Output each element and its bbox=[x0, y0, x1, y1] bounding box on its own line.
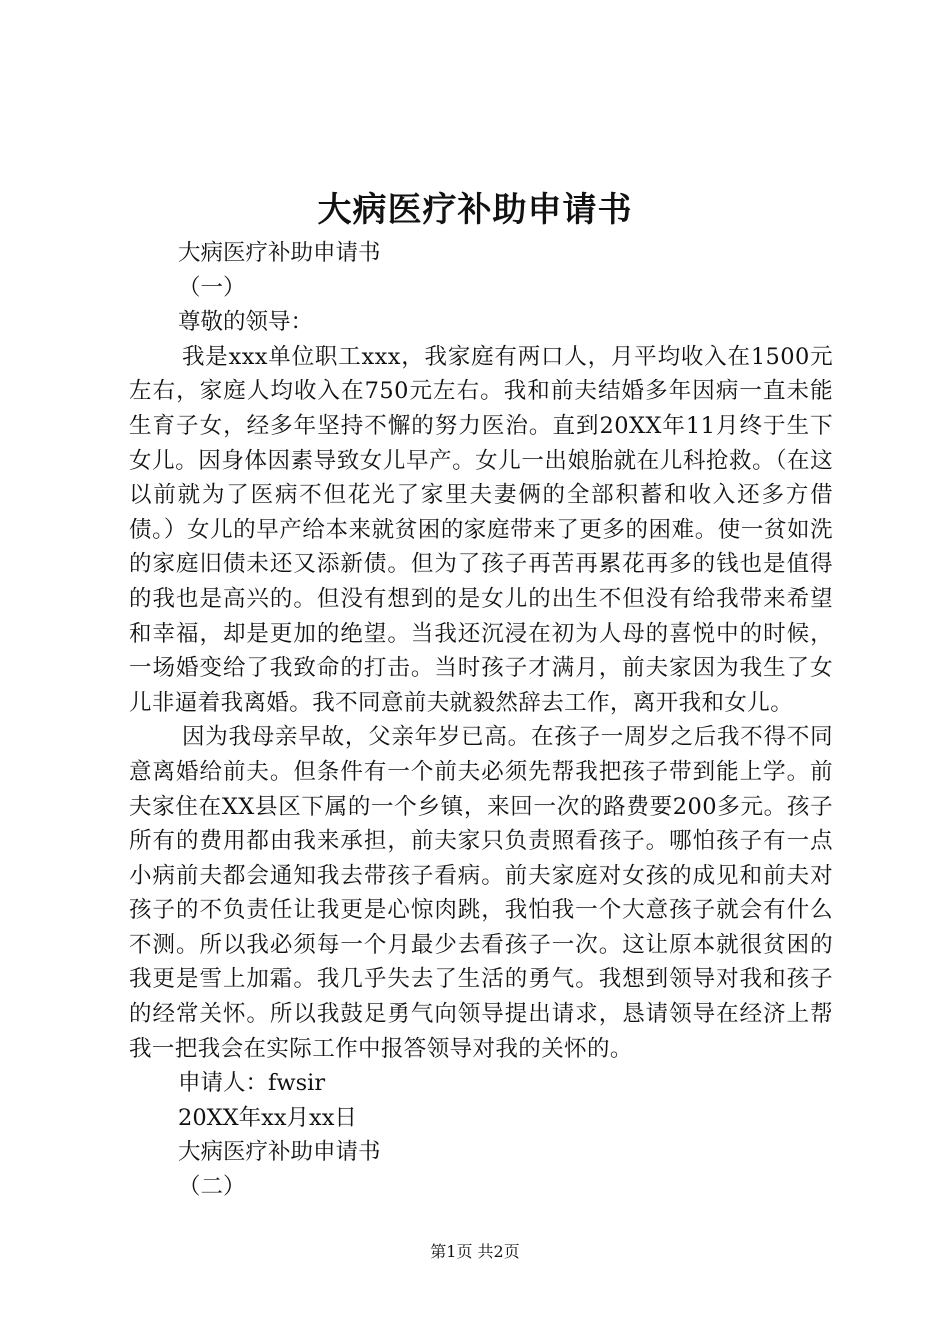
document-body bbox=[129, 236, 833, 1205]
body-paragraph-1: 我是xxx单位职工xxx，我家庭有两口人，月平均收入在1500元左右，家庭人均收入在750元左右。我和前夫结婚多年因病一直未能生育子女，经多年坚持不懈的努力医治。直到20XX年11月终于生下女儿。因身体因素导致女儿早产。女儿一出娘胎就在儿科抢救。（在这以前就为了医病不但花光了家里夫妻俩的全部积蓄和收入还多方借债。）女儿的早产给本来就贫困的家庭带来了更多的困难。使一贫如洗的家庭旧债未还又添新债。但为了孩子再苦再累花再多的钱也是值得的我也是高兴的。但没有想到的是女儿的出生不但没有给我带来希望和幸福，却是更加的绝望。当我还沉浸在初为人母的喜悦中的时候，一场婚变给了我致命的打击。当时孩子才满月，前夫家因为我生了女儿非逼着我离婚。我不同意前夫就毅然辞去工作，离开我和女儿。 bbox=[129, 343, 833, 716]
application-date: 20XX年xx月xx日 bbox=[178, 1104, 357, 1131]
section1-number: （一） bbox=[178, 274, 246, 301]
section1-heading: 大病医疗补助申请书 bbox=[178, 240, 381, 266]
salutation: 尊敬的领导： bbox=[178, 309, 314, 336]
document-title: 大病医疗补助申请书 bbox=[317, 190, 633, 230]
body-paragraph-2: 因为我母亲早故，父亲年岁已高。在孩子一周岁之后我不得不同意离婚给前夫。但条件有一个前夫必须先帮我把孩子带到能上学。前夫家住在XX县区下属的一个乡镇，来回一次的路费要200多元。孩子所有的费用都由我来承担，前夫家只负责照看孩子。哪怕孩子有一点小病前夫都会通知我去带孩子看病。前夫家庭对女孩的成见和前夫对孩子的不负责任让我更是心惊肉跳，我怕我一个大意孩子就会有什么不测。所以我必须每一个月最少去看孩子一次。这让原本就很贫困的我更是雪上加霜。我几乎失去了生活的勇气。我想到领导对我和孩子的经常关怀。所以我鼓足勇气向领导提出请求，恳请领导在经济上帮我一把我会在实际工作中报答领导对我的关怀的。 bbox=[129, 724, 833, 1062]
applicant-signature: 申请人：fwsir bbox=[178, 1070, 326, 1097]
page-footer: 第1页 共2页 bbox=[430, 1242, 520, 1261]
section2-number: （二） bbox=[178, 1174, 246, 1201]
section2-heading: 大病医疗补助申请书 bbox=[178, 1139, 381, 1166]
